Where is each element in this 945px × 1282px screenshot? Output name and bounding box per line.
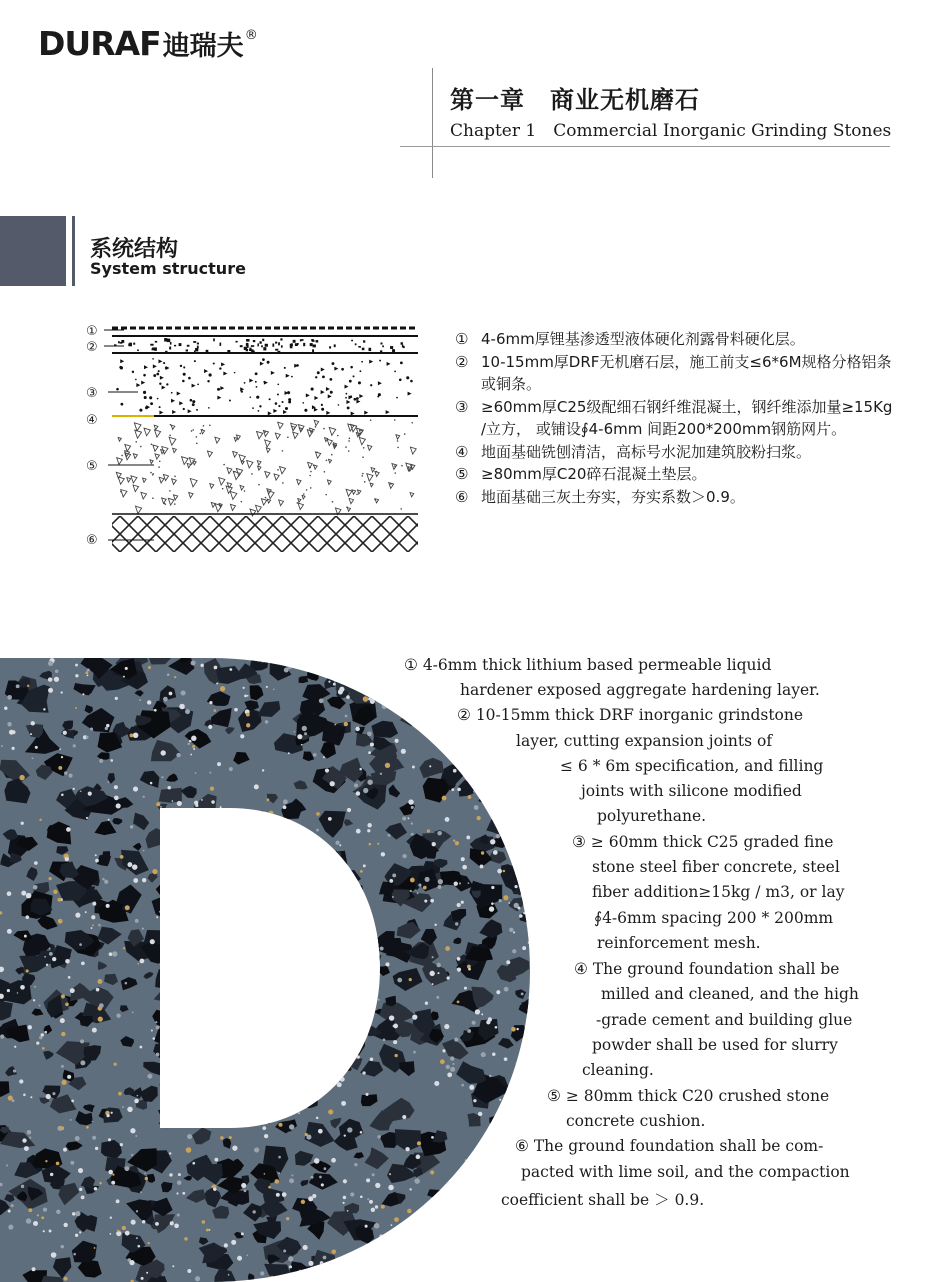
- en-line: reinforcement mesh.: [597, 934, 761, 952]
- layer-cn-item: ① 4-6mm厚锂基渗透型液体硬化剂露骨料硬化层。: [455, 330, 805, 348]
- en-line: powder shall be used for slurry: [592, 1036, 838, 1054]
- logo-chinese: 迪瑞夫: [162, 31, 244, 62]
- en-line: concrete cushion.: [566, 1112, 706, 1130]
- layer-structure-diagram: [84, 318, 424, 558]
- en-line: ≤ 6 * 6m specification, and filling: [560, 757, 824, 775]
- layer-cn-item: ⑤ ≥80mm厚C20碎石混凝土垫层。: [455, 465, 707, 483]
- en-line: ① 4-6mm thick lithium based permeable liquid: [404, 656, 772, 674]
- diagram-label-3: ③: [86, 386, 98, 401]
- en-line: -grade cement and building glue: [596, 1011, 853, 1029]
- layer-cn-item: ③ ≥60mm厚C25级配细石钢纤维混凝土，钢纤维添加量≥15Kg /立方， 或铺设∮4-6mm 间距200*200mm钢筋网片。: [455, 397, 893, 438]
- layer-cn-item: ⑥ 地面基础三灰土夯实，夯实系数＞0.9。: [455, 487, 745, 506]
- diagram-label-6: ⑥: [86, 533, 98, 548]
- chapter-title-cn: 第一章 商业无机磨石: [450, 86, 700, 114]
- en-line: hardener exposed aggregate hardening layer.: [460, 681, 820, 699]
- layer-5-gravel-concrete: [112, 419, 418, 516]
- en-line: coefficient shall be ＞ 0.9.: [501, 1191, 705, 1209]
- en-line: ⑥ The ground foundation shall be com-: [515, 1137, 824, 1155]
- diagram-label-1: ①: [86, 324, 98, 339]
- en-line: joints with silicone modified: [581, 782, 802, 800]
- header-horizontal-divider: [400, 146, 890, 147]
- layer-6-lime-soil: [112, 516, 418, 552]
- en-line: ③ ≥ 60mm thick C25 graded fine: [572, 833, 834, 851]
- chapter-title-en: Chapter 1 Commercial Inorganic Grinding Stones: [450, 121, 892, 141]
- en-line: polyurethane.: [597, 807, 707, 825]
- section-accent-line: [72, 216, 75, 286]
- layer-3-fiber-concrete: [116, 358, 413, 416]
- en-line: stone steel fiber concrete, steel: [592, 858, 840, 876]
- en-line: ④ The ground foundation shall be: [574, 960, 840, 978]
- layer-2-grindstone: [112, 336, 418, 354]
- section-title-en: System structure: [90, 259, 246, 278]
- layer-cn-item: ④ 地面基础铣刨清洁，高标号水泥加建筑胶粉扫浆。: [455, 442, 812, 461]
- section-color-block: [0, 216, 66, 286]
- registered-mark: ®: [244, 28, 258, 43]
- logo-latin: DURAF: [38, 24, 161, 63]
- en-line: ② 10-15mm thick DRF inorganic grindstone: [457, 706, 804, 724]
- brand-logo: [38, 24, 258, 63]
- diagram-label-5: ⑤: [86, 459, 98, 474]
- en-line: ∮4-6mm spacing 200 * 200mm: [594, 909, 834, 927]
- header-vertical-divider: [432, 68, 433, 178]
- en-line: pacted with lime soil, and the compaction: [521, 1163, 850, 1181]
- layer-1-hardener: [112, 326, 418, 330]
- en-line: ⑤ ≥ 80mm thick C20 crushed stone: [547, 1087, 830, 1105]
- terrazzo-d-graphic: [0, 658, 530, 1282]
- diagram-label-2: ②: [86, 340, 98, 355]
- layers-list-cn: [455, 328, 895, 508]
- en-line: layer, cutting expansion joints of: [516, 732, 773, 750]
- en-line: fiber addition≥15kg / m3, or lay: [592, 883, 845, 901]
- en-line: milled and cleaned, and the high: [601, 985, 859, 1003]
- layer-cn-item: ② 10-15mm厚DRF无机磨石层，施工前支≤6*6M规格分格铝条或铜条。: [455, 352, 892, 393]
- en-line: cleaning.: [582, 1061, 654, 1079]
- diagram-label-4: ④: [86, 413, 98, 428]
- section-title-cn: 系统结构: [90, 237, 179, 262]
